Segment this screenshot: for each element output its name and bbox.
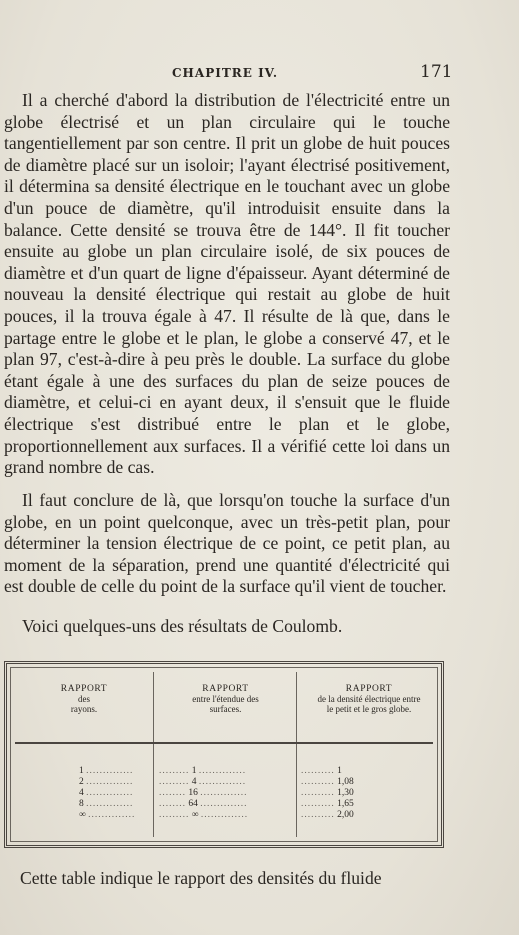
paragraph-2-text: Il faut conclure de là, que lorsqu'on touche la surface d'un globe, en un point quelconque, avec un très-petit plan, pour déterminer la tension électrique de ce point, ce petit plan, au moment de la séparation, prend une quantité d'électricité qui est double de celle du point de la surface qu'il vient de toucher. [4,490,450,597]
leader-dots: .......... [301,810,335,820]
leader-dots: ......... [159,777,190,787]
cell-rayons [79,809,151,821]
leader-dots: .............. [88,810,136,820]
column-header-line: de la densité électrique entre [317,694,421,704]
leader-dots: ........ [159,799,186,809]
leader-dots: .......... [301,766,335,776]
column-header-rayons [17,684,151,714]
cell-surfaces [159,809,293,821]
cell-value: 1,65 [337,799,354,809]
column-header-surfaces [157,684,294,714]
cell-value: 1 [337,766,342,776]
paragraph-2 [4,490,450,598]
leader-dots: .............. [200,788,248,798]
leader-dots: .............. [198,766,247,776]
column-header-line: RAPPORT [60,684,108,694]
leader-dots: .............. [86,799,134,809]
paragraph-1 [4,90,450,479]
leader-dots: .......... [301,788,335,798]
cell-value: ∞ [79,810,86,820]
leader-dots: .......... [301,777,335,787]
page-number: 171 [420,62,453,82]
header-rule [15,742,433,744]
column-header-line: surfaces. [209,704,242,714]
cell-value: ∞ [191,810,199,820]
leader-dots: .............. [198,777,247,787]
leader-dots: ......... [159,810,190,820]
cell-value: 1 [79,766,84,776]
leader-dots: .............. [86,788,134,798]
column-header-line: le petit et le gros globe. [326,704,412,714]
column-header-line: RAPPORT [345,684,393,694]
leader-dots: ........ [159,788,186,798]
cell-value: 64 [188,799,198,809]
cell-value: 16 [188,788,198,798]
cell-densite [301,809,441,821]
cell-value: 8 [79,799,84,809]
leader-dots: ......... [159,766,190,776]
paragraph-1-text: Il a cherché d'abord la distribution de l'électricité entre un globe électrisé et un plan circulaire qui le touche tangentiellement par son centre. Il prit un globe de huit pouces de diamètre placé sur un isoloir; l'ayant électrisé positivement, il détermina sa densité électrique en le touchant avec un globe d'un pouce de diamètre, qu'il introduisit ensuite dans la balance. Cette densité se trouva être de 144°. Il fit toucher ensuite au globe un plan circulaire isolé, de six pouces de diamètre et d'un quart de ligne d'épaisseur. Ayant déterminé de nouveau la densité électrique qui restait au globe de huit pouces, il la trouva égale à 47. Il résulte de là que, dans le partage entre le globe et le plan, le globe a conservé 47, et le plan 97, c'est-à-dire à peu près le double. La surface du globe étant égale à une des surfaces du plan de seize pouces de diamètre, et celui-ci en ayant deux, il s'ensuit que le fluide électrique s'est distribué entre le plan et le globe, proportionnellement aux surfaces. Il a vérifié cette loi dans un grand nombre de cas. [4,90,450,478]
results-table [4,661,444,848]
cell-value: 1 [191,766,197,776]
cell-value: 2 [79,777,84,787]
column-header-line: entre l'étendue des [192,694,259,704]
column-header-line: des [78,694,90,704]
leader-dots: .......... [301,799,335,809]
cell-value: 1,30 [337,788,354,798]
leader-dots: .............. [86,777,134,787]
cell-value: 2,00 [337,810,354,820]
cell-value: 1,08 [337,777,354,787]
paragraph-3 [4,616,450,638]
leader-dots: .............. [200,799,248,809]
continuation-line: Cette table indique le rapport des densités du fluide [20,868,382,888]
leader-dots: .............. [200,810,249,820]
leader-dots: .............. [86,766,134,776]
cell-value: 4 [79,788,84,798]
chapter-heading: CHAPITRE IV. [172,66,279,80]
column-header-densite [299,684,439,714]
column-header-line: rayons. [70,704,98,714]
cell-value: 4 [191,777,197,787]
table-row [7,809,447,821]
paragraph-3-text: Voici quelques-uns des résultats de Coulomb. [22,616,343,636]
running-head [0,64,519,84]
column-header-line: RAPPORT [202,684,249,694]
